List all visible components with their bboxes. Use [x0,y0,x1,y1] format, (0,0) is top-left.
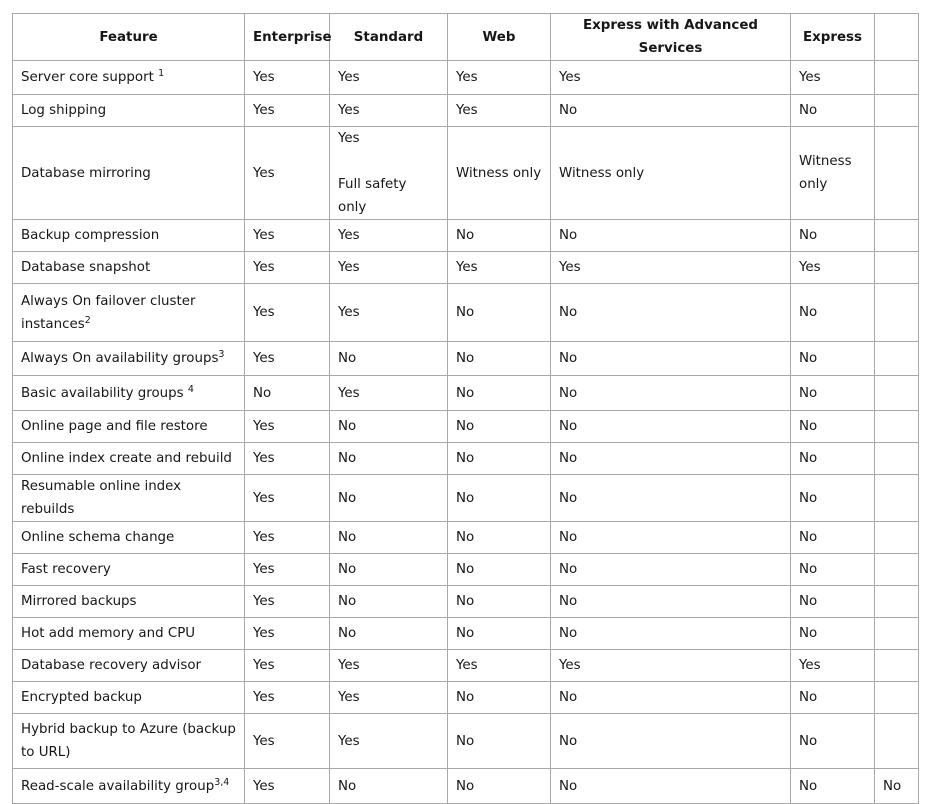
table-row [13,127,919,220]
table-row [13,522,919,554]
web-cell: No [448,769,551,804]
enterprise-cell: Yes [245,127,330,220]
table-row [13,220,919,252]
standard-cell [330,127,448,220]
express-advanced-cell: Yes [551,252,791,284]
extra-cell [875,475,919,522]
web-cell: No [448,220,551,252]
standard-cell: No [330,769,448,804]
extra-cell [875,342,919,376]
express-advanced-cell: No [551,376,791,411]
enterprise-cell: No [245,376,330,411]
enterprise-cell: Yes [245,554,330,586]
web-cell: Yes [448,252,551,284]
footnote-ref: 3,4 [214,776,230,788]
web-cell: No [448,284,551,342]
web-cell: No [448,443,551,475]
standard-cell: No [330,411,448,443]
standard-cell: No [330,522,448,554]
extra-cell [875,252,919,284]
header-web: Web [448,14,551,61]
express-cell: No [791,618,875,650]
enterprise-cell: Yes [245,522,330,554]
express-cell: No [791,342,875,376]
feature-cell: Basic availability groups $^4$ [13,376,245,411]
express-cell [791,127,875,220]
extra-cell [875,714,919,769]
header-express: Express [791,14,875,61]
web-cell: No [448,475,551,522]
express-cell: No [791,284,875,342]
standard-cell: Yes [330,284,448,342]
table-row [13,376,919,411]
enterprise-cell: Yes [245,618,330,650]
header-standard: Standard [330,14,448,61]
express-advanced-cell: No [551,522,791,554]
express-advanced-cell: No [551,411,791,443]
express-cell: No [791,220,875,252]
express-advanced-cell: Yes [551,650,791,682]
footnote-ref: 3 [218,349,225,360]
feature-line-2: to URL) [21,745,71,760]
express-cell: No [791,522,875,554]
feature-cell: Database mirroring [13,127,245,220]
table-row [13,284,919,342]
extra-cell [875,284,919,342]
web-cell: No [448,411,551,443]
express-cell: Yes [791,252,875,284]
express-advanced-cell: No [551,284,791,342]
extra-cell [875,443,919,475]
standard-cell: Yes [330,220,448,252]
extra-cell: No [875,769,919,804]
extra-cell [875,586,919,618]
standard-cell: Yes [330,714,448,769]
enterprise-cell: Yes [245,95,330,127]
express-cell: No [791,376,875,411]
table-row [13,61,919,95]
standard-cell: Yes [330,61,448,95]
express-cell: No [791,443,875,475]
express-line-1: Witness [799,154,852,169]
enterprise-cell: Yes [245,61,330,95]
feature-cell: Online schema change [13,522,245,554]
express-cell: No [791,769,875,804]
express-cell: No [791,95,875,127]
standard-cell: No [330,618,448,650]
express-advanced-cell: Witness only [551,127,791,220]
table-row [13,443,919,475]
feature-cell: Always On availability groups$^3$ [13,342,245,376]
table-row [13,252,919,284]
enterprise-cell: Yes [245,682,330,714]
feature-cell: Log shipping [13,95,245,127]
enterprise-cell: Yes [245,220,330,252]
extra-cell [875,554,919,586]
feature-cell: Fast recovery [13,554,245,586]
standard-cell: No [330,586,448,618]
table-row [13,769,919,804]
enterprise-cell: Yes [245,443,330,475]
express-cell: Yes [791,650,875,682]
standard-cell: No [330,443,448,475]
extra-cell [875,376,919,411]
express-advanced-cell: No [551,714,791,769]
table-row [13,411,919,443]
express-advanced-cell: No [551,586,791,618]
feature-cell: Database recovery advisor [13,650,245,682]
extra-cell [875,220,919,252]
header-row [13,14,919,61]
feature-cell: Server core support $^1$ [13,61,245,95]
extra-cell [875,95,919,127]
express-cell: No [791,475,875,522]
feature-line-1: Always On failover cluster [21,293,196,309]
enterprise-cell: Yes [245,475,330,522]
express-advanced-cell: No [551,475,791,522]
feature-cell: Database snapshot [13,252,245,284]
standard-cell: Yes [330,376,448,411]
enterprise-cell: Yes [245,586,330,618]
standard-cell: Yes [330,252,448,284]
enterprise-cell: Yes [245,252,330,284]
standard-cell: Yes [330,650,448,682]
feature-cell: Read-scale availability group$^{3,4}$ [13,769,245,804]
table-row [13,714,919,769]
feature-cell [13,714,245,769]
standard-cell: Yes [330,682,448,714]
express-cell: No [791,554,875,586]
web-cell: No [448,342,551,376]
express-advanced-cell: Yes [551,61,791,95]
web-cell: No [448,376,551,411]
table-row [13,586,919,618]
web-cell: Yes [448,61,551,95]
web-cell: No [448,554,551,586]
feature-cell: Encrypted backup [13,682,245,714]
table-row [13,682,919,714]
enterprise-cell: Yes [245,769,330,804]
header-enterprise: Enterprise [245,14,330,61]
web-cell: Yes [448,650,551,682]
express-advanced-cell: No [551,220,791,252]
table-row [13,475,919,522]
extra-cell [875,650,919,682]
express-cell: No [791,714,875,769]
feature-cell: Hot add memory and CPU [13,618,245,650]
web-cell: Witness only [448,127,551,220]
feature-line-2: instances$^2$ [21,314,91,332]
enterprise-cell: Yes [245,411,330,443]
express-advanced-cell: No [551,95,791,127]
feature-cell: Online page and file restore [13,411,245,443]
express-cell: Yes [791,61,875,95]
enterprise-cell: Yes [245,650,330,682]
header-express-advanced: Express with Advanced Services [551,14,791,61]
extra-cell [875,682,919,714]
standard-cell: No [330,554,448,586]
extra-cell [875,411,919,443]
web-cell: No [448,714,551,769]
express-advanced-cell: No [551,443,791,475]
standard-cell: Yes [330,95,448,127]
express-cell: No [791,682,875,714]
web-cell: No [448,586,551,618]
standard-value: Yes [338,131,360,146]
feature-cell: Backup compression [13,220,245,252]
extra-cell [875,522,919,554]
web-cell: No [448,682,551,714]
footnote-ref: 4 [187,383,194,395]
enterprise-cell: Yes [245,284,330,342]
feature-cell: Resumable online index rebuilds [13,475,245,522]
table-row [13,95,919,127]
express-line-2: only [799,177,828,192]
feature-cell: Mirrored backups [13,586,245,618]
enterprise-cell: Yes [245,342,330,376]
feature-line-1: Hybrid backup to Azure (backup [21,722,236,737]
table-row [13,554,919,586]
express-advanced-cell: No [551,682,791,714]
express-advanced-cell: No [551,554,791,586]
feature-comparison-table [12,13,919,804]
express-advanced-cell: No [551,342,791,376]
feature-cell: Online index create and rebuild [13,443,245,475]
table-row [13,618,919,650]
header-feature: Feature [13,14,245,61]
extra-cell [875,61,919,95]
footnote-ref: 2 [84,314,91,326]
express-cell: No [791,411,875,443]
table-row [13,650,919,682]
standard-spacer [338,150,439,173]
standard-cell: No [330,475,448,522]
enterprise-cell: Yes [245,714,330,769]
footnote-ref: 1 [158,68,165,79]
express-cell: No [791,586,875,618]
express-advanced-cell: No [551,618,791,650]
web-cell: Yes [448,95,551,127]
express-advanced-cell: No [551,769,791,804]
web-cell: No [448,618,551,650]
header-extra [875,14,919,61]
web-cell: No [448,522,551,554]
extra-cell [875,127,919,220]
table-row [13,342,919,376]
feature-cell [13,284,245,342]
standard-cell: No [330,342,448,376]
standard-note: Full safety only [338,177,407,215]
extra-cell [875,618,919,650]
